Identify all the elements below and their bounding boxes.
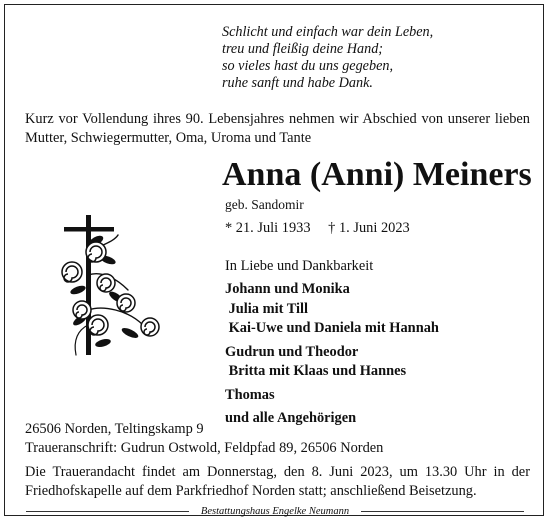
deceased-name: Anna (Anni) Meiners [222,156,532,193]
maiden-name: geb. Sandomir [225,197,304,212]
family-member: Julia mit Till [225,300,309,317]
address-block [25,420,383,458]
cross-with-roses-icon [58,215,168,370]
poem [222,24,433,92]
funeral-home-name: Bestattungshaus Engelke Neumann [200,505,350,517]
poem-line: treu und fleißig deine Hand; [222,41,384,57]
family-member: und alle Angehörigen [225,410,357,426]
family-list [225,280,439,429]
family-member: Johann und Monika [225,281,350,297]
intro-text: Kurz vor Vollendung ihres 90. Lebensjahres nehmen wir Abschied von unserer lieben Mutter, Schwiegermutter, Oma, Uroma und Tante [25,111,530,146]
poem-line: Schlicht und einfach war dein Leben, [222,24,434,40]
poem-line: ruhe sanft und habe Dank. [222,75,373,91]
funeral-home-footer [0,503,550,519]
residence-address: 26506 Norden, Teltingskamp 9 [25,421,204,437]
family-member: Gudrun und Theodor [225,343,359,360]
mourning-address: Traueranschrift: Gudrun Ostwold, Feldpfad 89, 26506 Norden [25,440,384,456]
family-member: Kai-Uwe und Daniela mit Hannah [225,320,439,336]
death-date: † 1. Juni 2023 [328,220,410,236]
footer-rule-right [361,511,524,512]
birth-date: * 21. Juli 1933 [225,220,311,236]
life-dates [225,220,424,237]
family-member: Britta mit Klaas und Hannes [225,363,407,379]
mourners-intro: In Liebe und Dankbarkeit [225,258,374,274]
service-info: Die Trauerandacht findet am Donnerstag, den 8. Juni 2023, um 13.30 Uhr in der Friedhofskapelle auf dem Parkfriedhof Norden statt; anschließend Beisetzung. [25,464,530,499]
poem-line: so vieles hast du uns gegeben, [222,58,394,74]
footer-rule-left [26,511,189,512]
family-member: Thomas [225,386,275,403]
